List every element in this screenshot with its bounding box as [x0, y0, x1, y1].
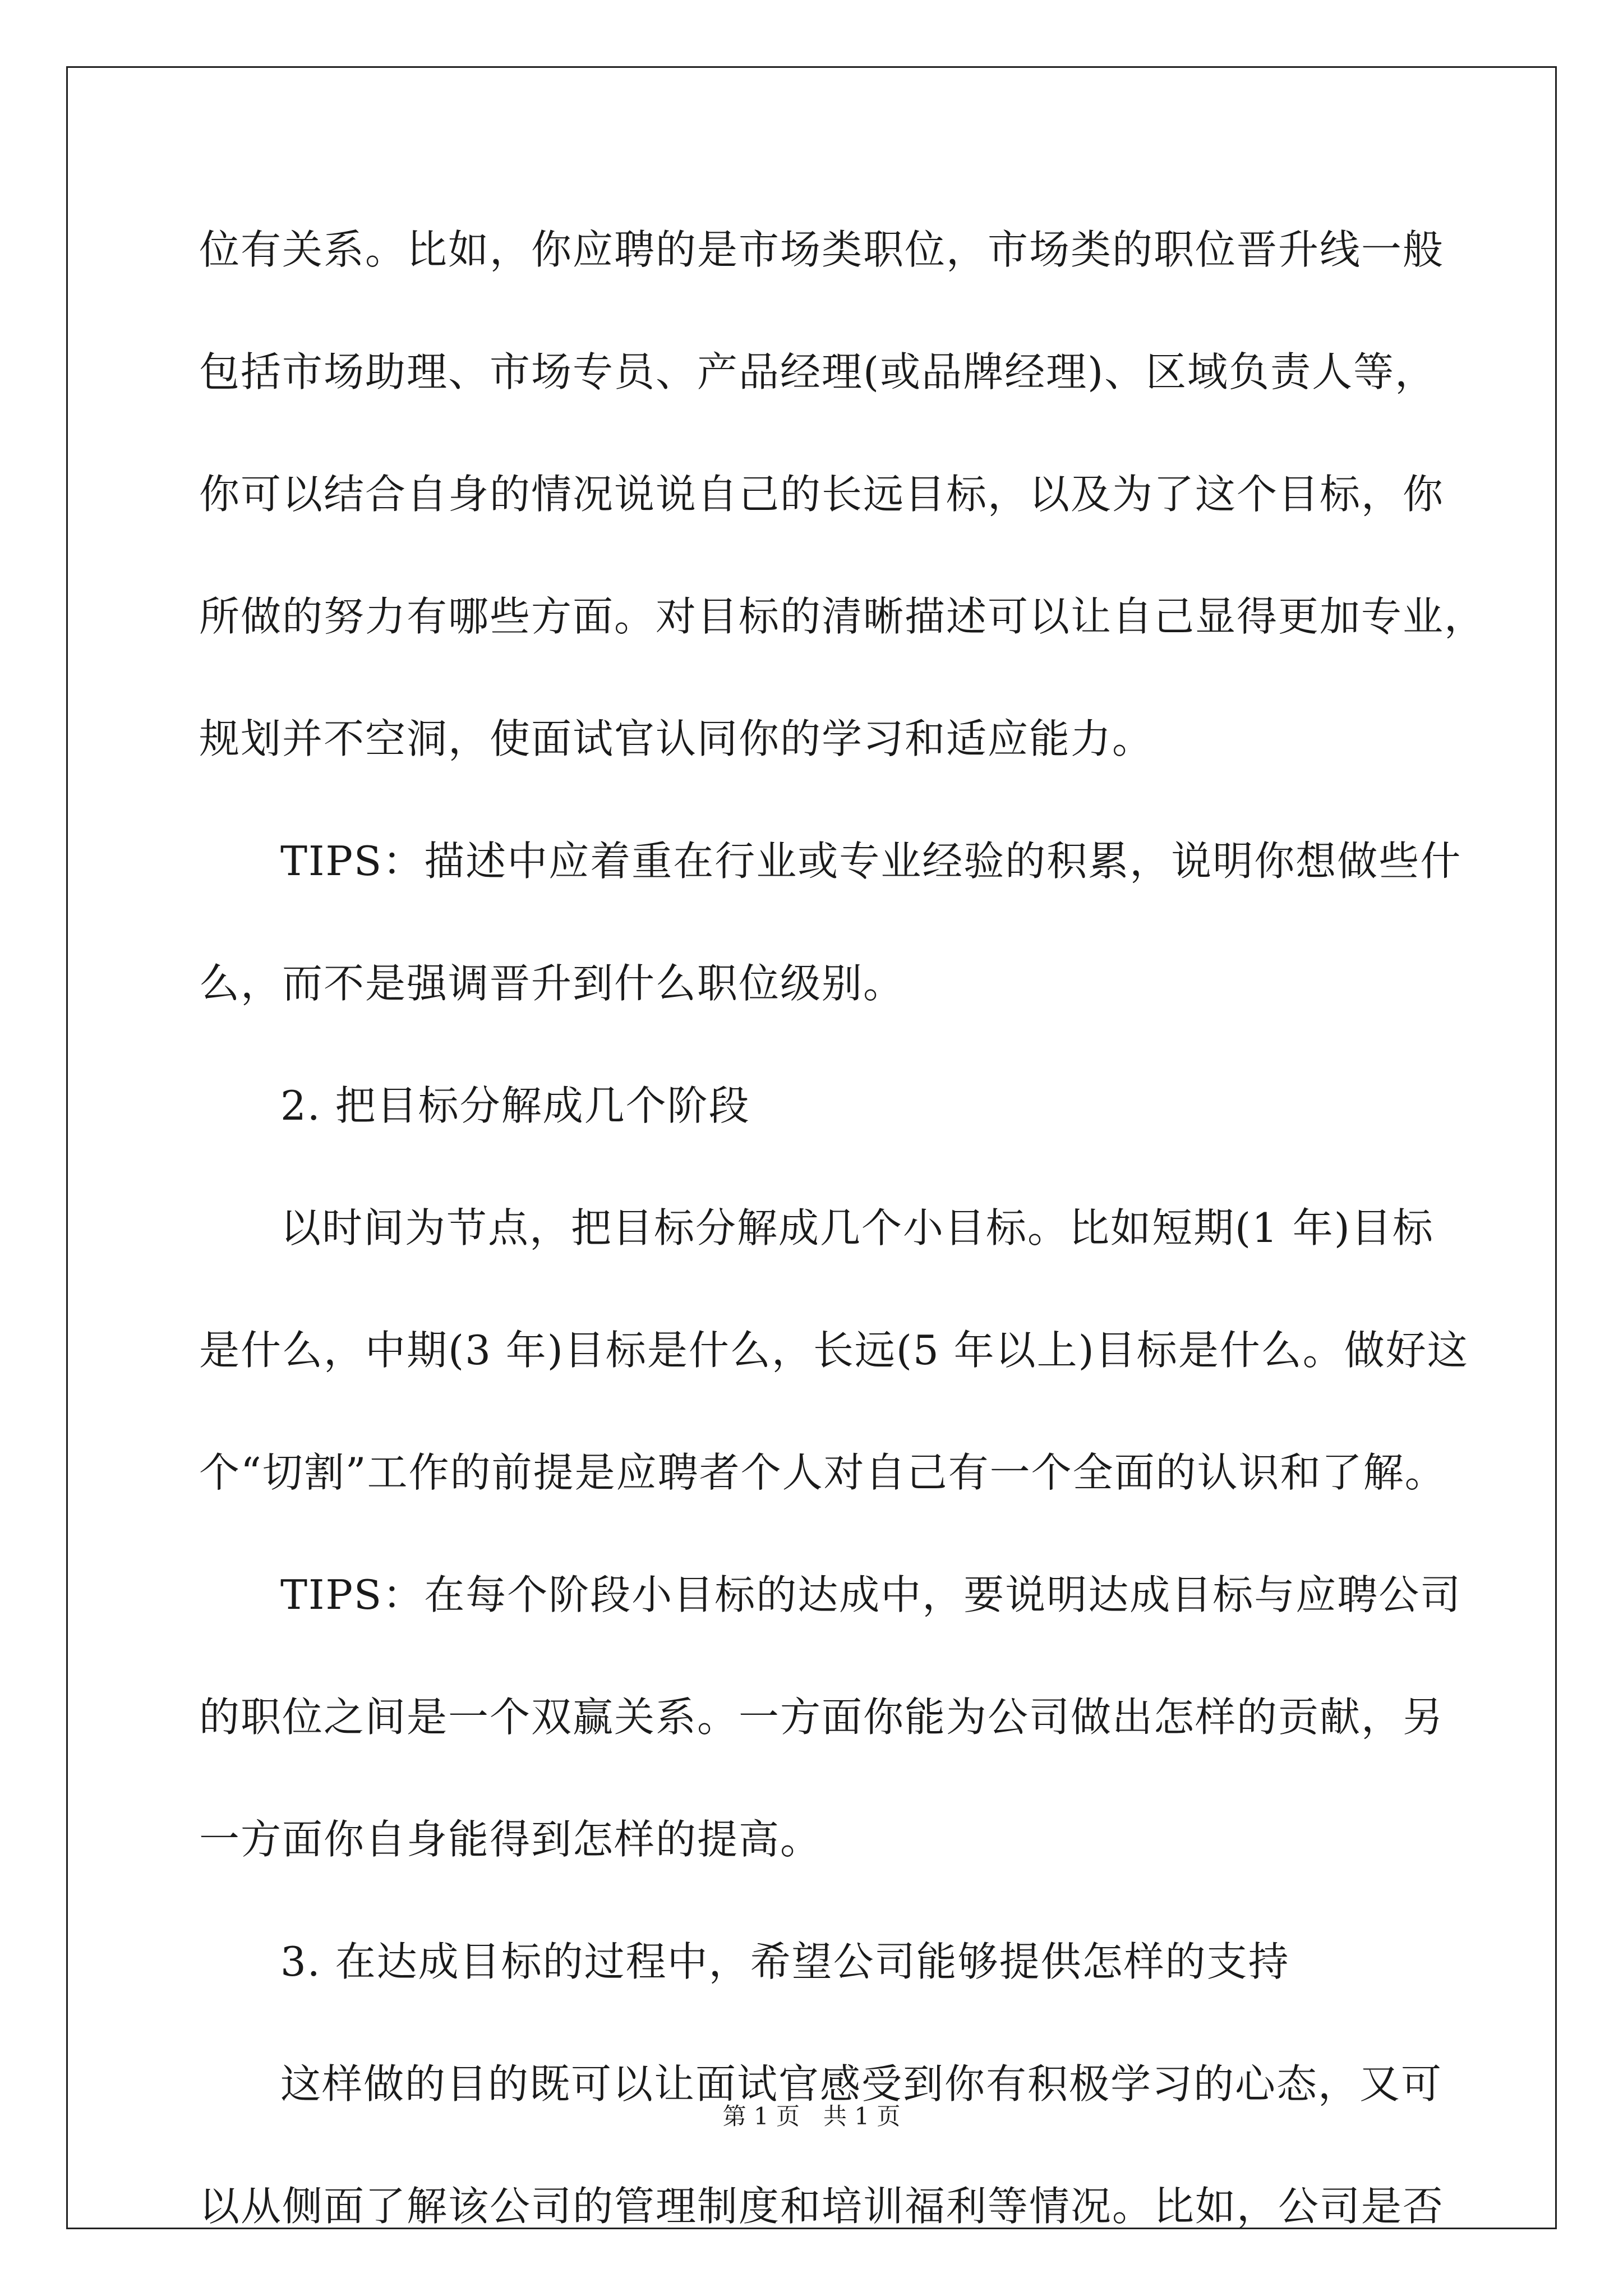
tips-paragraph-line: TIPS：在每个阶段小目标的达成中，要说明达成目标与应聘公司: [280, 1571, 1462, 1618]
document-body: [199, 216, 1486, 2295]
text-line: 所做的努力有哪些方面。对目标的清晰描述可以让自己显得更加专业，: [199, 593, 1486, 640]
text-line: 包括市场助理、市场专员、产品经理(或品牌经理)、区域负责人等，: [199, 348, 1437, 395]
section-heading: 3. 在达成目标的过程中，希望公司能够提供怎样的支持: [280, 1938, 1290, 1985]
text-line: 的职位之间是一个双赢关系。一方面你能为公司做出怎样的贡献，另: [199, 1694, 1445, 1741]
text-line: 么，而不是强调晋升到什么职位级别。: [199, 960, 905, 1007]
text-line: 个“切割”工作的前提是应聘者个人对自己有一个全面的认识和了解。: [199, 1449, 1446, 1496]
paragraph-first-line: 这样做的目的既可以让面试官感受到你有积极学习的心态，又可: [280, 2060, 1443, 2108]
text-line: 以从侧面了解该公司的管理制度和培训福利等情况。比如，公司是否: [199, 2183, 1445, 2230]
text-line: 是什么，中期(3 年)目标是什么，长远(5 年以上)目标是什么。做好这: [199, 1327, 1469, 1374]
text-line: 你可以结合自身的情况说说自己的长远目标，以及为了这个目标，你: [199, 471, 1445, 518]
paragraph-first-line: 以时间为节点，把目标分解成几个小目标。比如短期(1 年)目标: [280, 1204, 1434, 1251]
text-line: 规划并不空洞，使面试官认同你的学习和适应能力。: [199, 715, 1154, 762]
text-line: 位有关系。比如，你应聘的是市场类职位，市场类的职位晋升线一般: [199, 226, 1445, 273]
section-heading: 2. 把目标分解成几个阶段: [280, 1082, 750, 1129]
page-footer: 第 1 页 共 1 页: [722, 2102, 901, 2130]
tips-paragraph-line: TIPS：描述中应着重在行业或专业经验的积累，说明你想做些什: [280, 838, 1462, 885]
text-line: 一方面你自身能得到怎样的提高。: [199, 1816, 822, 1863]
